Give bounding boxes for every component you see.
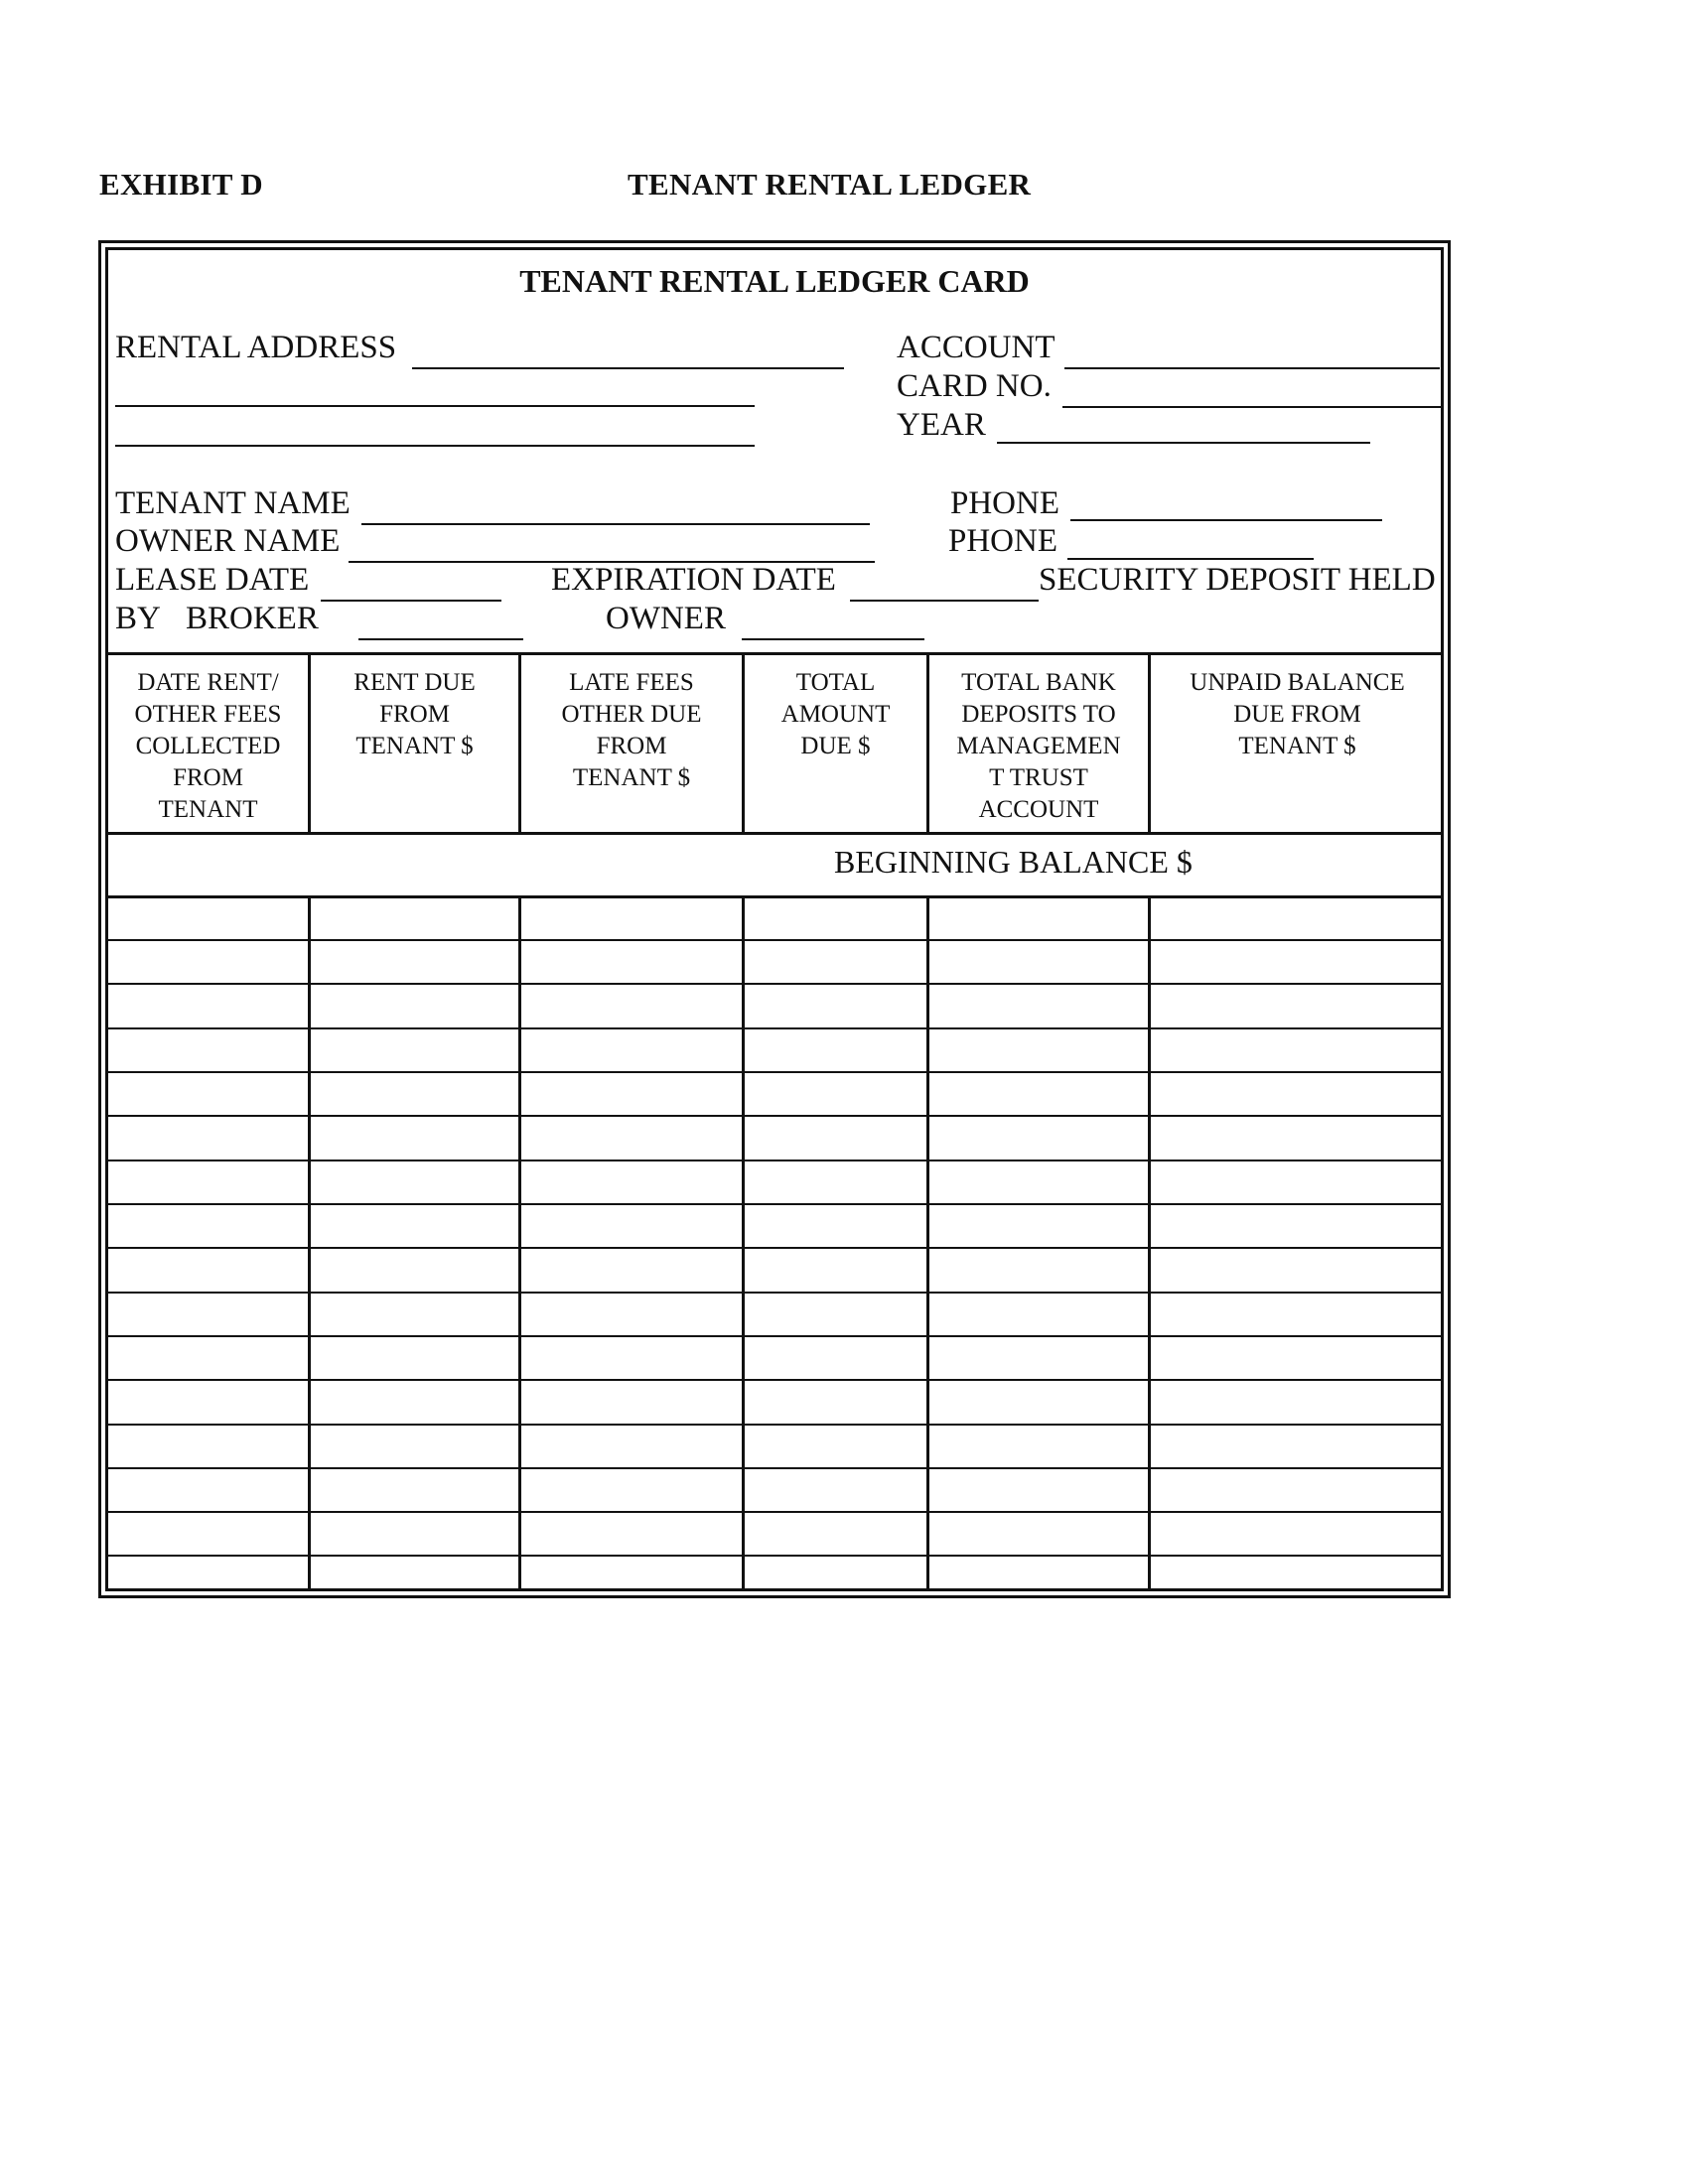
ledger-row[interactable] <box>105 1071 1444 1073</box>
tenant-name-label: TENANT NAME <box>115 485 351 521</box>
card-no-label: CARD NO. <box>897 368 1052 404</box>
lease-date-line[interactable] <box>321 600 501 602</box>
column-divider <box>1148 652 1151 832</box>
ledger-row[interactable] <box>105 1424 1444 1426</box>
column-header-line: FROM <box>379 701 450 728</box>
expiration-date-label: EXPIRATION DATE <box>551 562 836 598</box>
column-divider <box>308 652 311 832</box>
expiration-date-line[interactable] <box>850 600 1039 602</box>
broker-line[interactable] <box>358 638 523 640</box>
column-header-line: T TRUST <box>989 764 1088 791</box>
column-header-line: TENANT $ <box>572 764 691 791</box>
column-header-line: DUE $ <box>800 733 871 759</box>
column-header-line: ACCOUNT <box>978 796 1099 823</box>
account-label: ACCOUNT <box>897 330 1055 365</box>
header-bottom-rule <box>105 832 1444 835</box>
document-title: TENANT RENTAL LEDGER <box>628 167 1032 202</box>
rental-address-line-2[interactable] <box>115 405 755 407</box>
column-header-line: RENT DUE <box>353 669 476 696</box>
column-divider <box>308 895 311 1588</box>
ledger-row[interactable] <box>105 1027 1444 1029</box>
column-header-line: TENANT $ <box>355 733 474 759</box>
ledger-row[interactable] <box>105 1555 1444 1557</box>
column-header-line: COLLECTED <box>135 733 281 759</box>
account-line[interactable] <box>1064 367 1440 369</box>
lease-date-label: LEASE DATE <box>115 562 310 598</box>
ledger-row[interactable] <box>105 1292 1444 1294</box>
column-header-line: OTHER DUE <box>561 701 702 728</box>
tenant-name-line[interactable] <box>361 523 870 525</box>
column-divider <box>742 652 745 832</box>
column-header-line: DATE RENT/ <box>137 669 279 696</box>
rental-address-line-3[interactable] <box>115 445 755 447</box>
column-header-line: OTHER FEES <box>134 701 282 728</box>
card-no-line[interactable] <box>1062 406 1444 408</box>
column-divider <box>742 895 745 1588</box>
rental-address-line-1[interactable] <box>412 367 844 369</box>
column-header-line: TENANT $ <box>1238 733 1356 759</box>
column-divider <box>518 652 521 832</box>
owner-phone-line[interactable] <box>1067 558 1314 560</box>
column-header-line: TENANT <box>158 796 258 823</box>
ledger-row[interactable] <box>105 939 1444 941</box>
owner-phone-label: PHONE <box>948 523 1058 559</box>
tenant-phone-label: PHONE <box>950 485 1060 521</box>
column-header-line: MANAGEMEN <box>956 733 1121 759</box>
column-header-line: FROM <box>173 764 243 791</box>
column-header-line: AMOUNT <box>780 701 891 728</box>
rental-address-label: RENTAL ADDRESS <box>115 330 397 365</box>
beginning-balance-label: BEGINNING BALANCE $ <box>834 844 1193 880</box>
ledger-row[interactable] <box>105 1115 1444 1117</box>
column-header-total-amount <box>745 667 926 762</box>
column-divider <box>518 895 521 1588</box>
security-deposit-label: SECURITY DEPOSIT HELD <box>1039 562 1436 598</box>
ledger-row[interactable] <box>105 1467 1444 1469</box>
column-header-late-fees <box>521 667 742 794</box>
ledger-row[interactable] <box>105 1379 1444 1381</box>
owner-name-label: OWNER NAME <box>115 523 341 559</box>
header-top-rule <box>105 652 1444 655</box>
column-divider <box>926 895 929 1588</box>
owner-line[interactable] <box>742 638 924 640</box>
card-title: TENANT RENTAL LEDGER CARD <box>519 263 1030 299</box>
ledger-row[interactable] <box>105 1335 1444 1337</box>
column-header-rent-due <box>311 667 518 762</box>
card-inner-border <box>105 247 1444 1591</box>
column-header-bank-deposits <box>929 667 1148 826</box>
ledger-row[interactable] <box>105 983 1444 985</box>
ledger-row[interactable] <box>105 1247 1444 1249</box>
column-header-line: TOTAL BANK <box>961 669 1116 696</box>
broker-label: BROKER <box>186 601 319 636</box>
column-header-date-collected <box>108 667 308 826</box>
year-line[interactable] <box>997 442 1370 444</box>
column-header-line: TOTAL <box>795 669 876 696</box>
ledger-row[interactable] <box>105 1203 1444 1205</box>
ledger-row[interactable] <box>105 1511 1444 1513</box>
ledger-row[interactable] <box>105 1160 1444 1161</box>
column-header-unpaid-balance <box>1151 667 1444 762</box>
column-header-line: DEPOSITS TO <box>961 701 1116 728</box>
column-header-line: FROM <box>596 733 667 759</box>
column-header-line: UNPAID BALANCE <box>1190 669 1405 696</box>
column-header-line: DUE FROM <box>1233 701 1361 728</box>
column-header-line: LATE FEES <box>569 669 694 696</box>
balance-bottom-rule <box>105 895 1444 898</box>
by-label: BY <box>115 601 161 636</box>
year-label: YEAR <box>897 407 986 443</box>
exhibit-label: EXHIBIT D <box>99 167 263 202</box>
column-divider <box>1148 895 1151 1588</box>
owner-label: OWNER <box>606 601 726 636</box>
column-divider <box>926 652 929 832</box>
tenant-phone-line[interactable] <box>1070 519 1382 521</box>
